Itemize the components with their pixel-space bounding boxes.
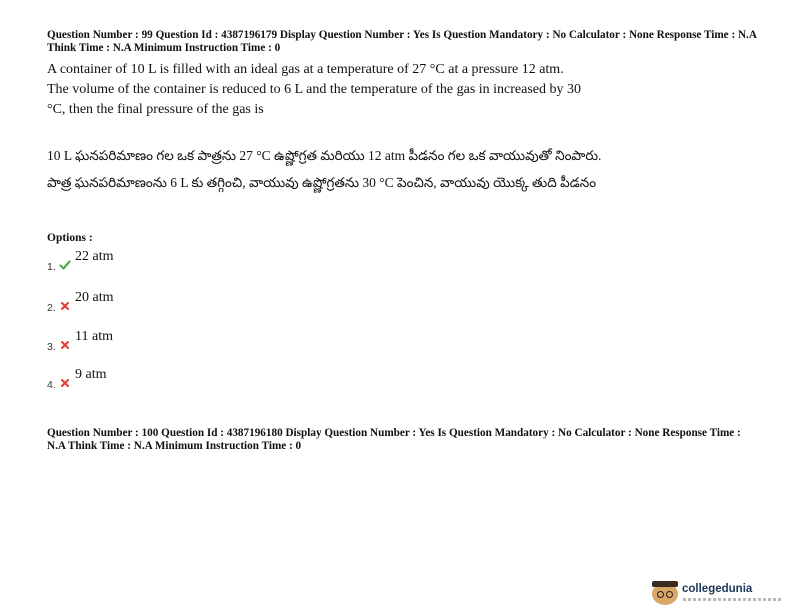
cross-icon <box>59 300 71 312</box>
option-text: 20 atm <box>75 290 114 305</box>
logo-name: collegedunia <box>682 583 753 595</box>
options-label: Options : <box>47 232 93 244</box>
option-number: 4. <box>47 379 56 391</box>
question-99-meta: Question Number : 99 Question Id : 4387196179 Display Question Number : Yes Is Question Mandatory : No Calculator : None Response Time : N.A Think Time : N.A Minimum Instruction Time : 0 <box>47 29 757 54</box>
logo-tagline <box>683 598 783 601</box>
option-1 <box>47 249 247 275</box>
check-icon <box>59 259 71 271</box>
glasses-icon <box>666 591 673 598</box>
glasses-icon <box>657 591 664 598</box>
option-4 <box>47 367 247 393</box>
question-99-text-english: A container of 10 L is filled with an ideal gas at a temperature of 27 °C at a pressure 12 atm. The volume of the container is reduced to 6 L and the temperature of the gas in increased by 30 °C, then the final pressure of the gas is <box>47 62 582 117</box>
option-number: 2. <box>47 302 56 314</box>
option-2 <box>47 290 247 316</box>
option-text: 9 atm <box>75 367 107 382</box>
option-text: 11 atm <box>75 329 113 344</box>
option-number: 1. <box>47 261 56 273</box>
question-99-text-telugu: 10 L ఘనపరిమాణం గల ఒక పాత్రను 27 °C ఉష్ణోగ్రత మరియు 12 atm పీడనం గల ఒక వాయువుతో నింపారు. పాత్ర ఘనపరిమాణంను 6 L కు తగ్గించి, వాయువు ఉష్ణోగ్రతను 30 °C పెంచిన, వాయువు యొక్క తుది పీడనం <box>47 148 602 190</box>
question-100-meta: Question Number : 100 Question Id : 4387196180 Display Question Number : Yes Is Question Mandatory : No Calculator : None Response Time : N.A Think Time : N.A Minimum Instruction Time : 0 <box>47 427 741 452</box>
option-3 <box>47 329 247 355</box>
graduation-cap-icon <box>652 581 678 587</box>
option-text: 22 atm <box>75 249 114 264</box>
cross-icon <box>59 377 71 389</box>
collegedunia-logo <box>652 580 792 608</box>
cross-icon <box>59 339 71 351</box>
option-number: 3. <box>47 341 56 353</box>
